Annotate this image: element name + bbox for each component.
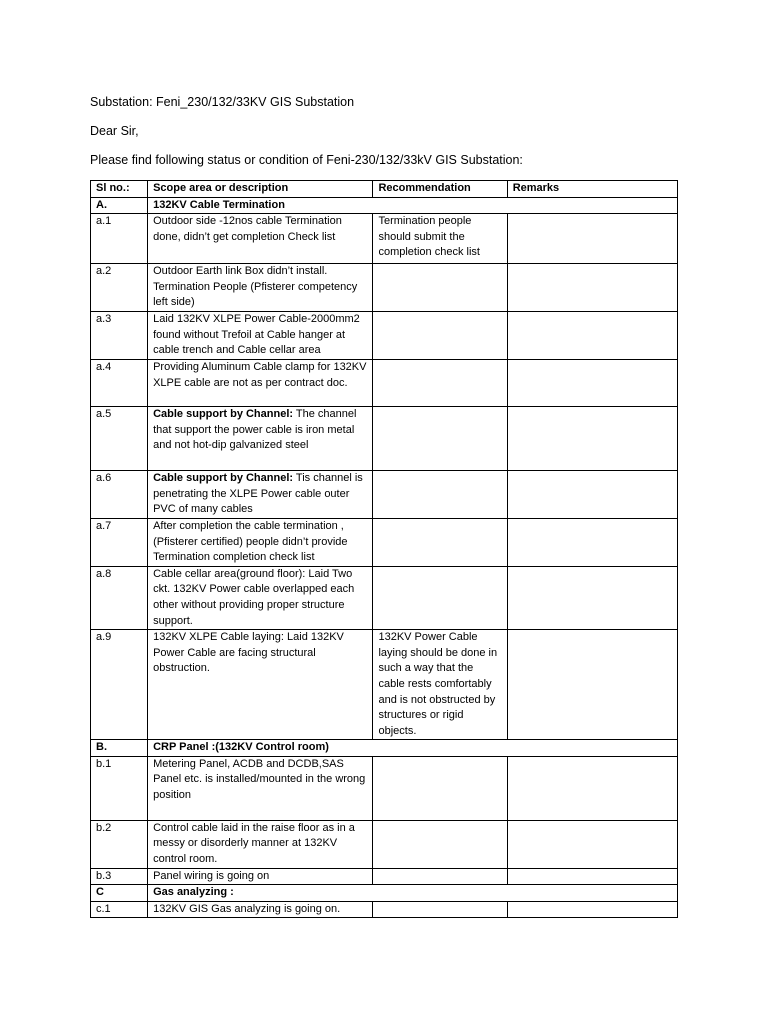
- table-row: [91, 756, 678, 820]
- row-description: After completion the cable termination , (Pfisterer certified) people didn’t provide Termination completion check list: [148, 518, 373, 566]
- row-recommendation: [373, 470, 507, 518]
- row-remarks: [507, 756, 677, 820]
- row-sl-no: a.6: [91, 470, 148, 518]
- table-row: [91, 901, 678, 918]
- row-description: [148, 406, 373, 470]
- header-sl-no: Sl no.:: [91, 181, 148, 198]
- row-remarks: [507, 820, 677, 868]
- table-row: [91, 406, 678, 470]
- row-remarks: [507, 470, 677, 518]
- row-remarks: [507, 264, 677, 312]
- row-recommendation: [373, 518, 507, 566]
- row-recommendation: [373, 359, 507, 406]
- description-bold-lead: Cable support by Channel:: [153, 471, 294, 484]
- row-remarks: [507, 868, 677, 885]
- row-remarks: [507, 359, 677, 406]
- row-sl-no: a.1: [91, 214, 148, 264]
- description-text: The channel that support the power cable is iron metal and not hot-dip galvanized steel: [153, 407, 357, 452]
- section-title: 132KV Cable Termination: [148, 197, 678, 214]
- table-row: [91, 868, 678, 885]
- table-row: [91, 312, 678, 360]
- row-sl-no: b.3: [91, 868, 148, 885]
- section-title: Gas analyzing :: [148, 885, 678, 902]
- row-recommendation: [373, 820, 507, 868]
- description-text: Tis channel is penetrating the XLPE Power cable outer PVC of many cables: [153, 471, 363, 516]
- row-sl-no: b.2: [91, 820, 148, 868]
- row-remarks: [507, 901, 677, 918]
- row-sl-no: a.9: [91, 630, 148, 740]
- row-sl-no: a.3: [91, 312, 148, 360]
- table-row: [91, 359, 678, 406]
- intro-line: Please find following status or condition of Feni-230/132/33kV GIS Substation:: [90, 153, 523, 167]
- description-bold-lead: Cable support by Channel:: [153, 407, 294, 420]
- row-description: 132KV GIS Gas analyzing is going on.: [148, 901, 373, 918]
- section-number: C: [91, 885, 148, 902]
- row-recommendation: [373, 406, 507, 470]
- row-description: Laid 132KV XLPE Power Cable-2000mm2 found without Trefoil at Cable hanger at cable trench and Cable cellar area: [148, 312, 373, 360]
- row-description: Metering Panel, ACDB and DCDB,SAS Panel etc. is installed/mounted in the wrong position: [148, 756, 373, 820]
- row-sl-no: a.5: [91, 406, 148, 470]
- row-description: Outdoor side -12nos cable Termination done, didn’t get completion Check list: [148, 214, 373, 264]
- table-row: [91, 820, 678, 868]
- row-description: Providing Aluminum Cable clamp for 132KV XLPE cable are not as per contract doc.: [148, 359, 373, 406]
- table-row: [91, 566, 678, 629]
- row-remarks: [507, 214, 677, 264]
- row-description: Cable cellar area(ground floor): Laid Two ckt. 132KV Power cable overlapped each other without providing proper structure support.: [148, 566, 373, 629]
- substation-line: Substation: Feni_230/132/33KV GIS Substation: [90, 95, 355, 109]
- salutation-line: Dear Sir,: [90, 124, 139, 138]
- section-row: [91, 197, 678, 214]
- row-recommendation: [373, 264, 507, 312]
- row-description: Control cable laid in the raise floor as in a messy or disorderly manner at 132KV control room.: [148, 820, 373, 868]
- row-remarks: [507, 566, 677, 629]
- row-sl-no: a.4: [91, 359, 148, 406]
- header-scope: Scope area or description: [148, 181, 373, 198]
- row-description: [148, 470, 373, 518]
- row-sl-no: a.7: [91, 518, 148, 566]
- row-recommendation: Termination people should submit the completion check list: [373, 214, 507, 264]
- row-recommendation: [373, 566, 507, 629]
- row-remarks: [507, 518, 677, 566]
- row-recommendation: [373, 312, 507, 360]
- section-title: CRP Panel :(132KV Control room): [148, 740, 678, 757]
- row-description: Panel wiring is going on: [148, 868, 373, 885]
- table-row: [91, 518, 678, 566]
- table-row: [91, 264, 678, 312]
- row-remarks: [507, 630, 677, 740]
- row-remarks: [507, 406, 677, 470]
- header-remarks: Remarks: [507, 181, 677, 198]
- row-sl-no: a.8: [91, 566, 148, 629]
- section-number: B.: [91, 740, 148, 757]
- row-recommendation: [373, 868, 507, 885]
- row-sl-no: a.2: [91, 264, 148, 312]
- row-recommendation: [373, 901, 507, 918]
- row-description: Outdoor Earth link Box didn’t install. Termination People (Pfisterer competency left side): [148, 264, 373, 312]
- table-row: [91, 630, 678, 740]
- row-description: 132KV XLPE Cable laying: Laid 132KV Power Cable are facing structural obstruction.: [148, 630, 373, 740]
- section-row: [91, 885, 678, 902]
- section-row: [91, 740, 678, 757]
- row-recommendation: 132KV Power Cable laying should be done in such a way that the cable rests comfortably and is not obstructed by structures or rigid objects.: [373, 630, 507, 740]
- row-sl-no: b.1: [91, 756, 148, 820]
- table-body: [91, 197, 678, 918]
- row-sl-no: c.1: [91, 901, 148, 918]
- header-recommendation: Recommendation: [373, 181, 507, 198]
- table-header-row: [91, 181, 678, 198]
- section-number: A.: [91, 197, 148, 214]
- row-recommendation: [373, 756, 507, 820]
- table-row: [91, 470, 678, 518]
- row-remarks: [507, 312, 677, 360]
- status-table: [90, 180, 678, 918]
- table-row: [91, 214, 678, 264]
